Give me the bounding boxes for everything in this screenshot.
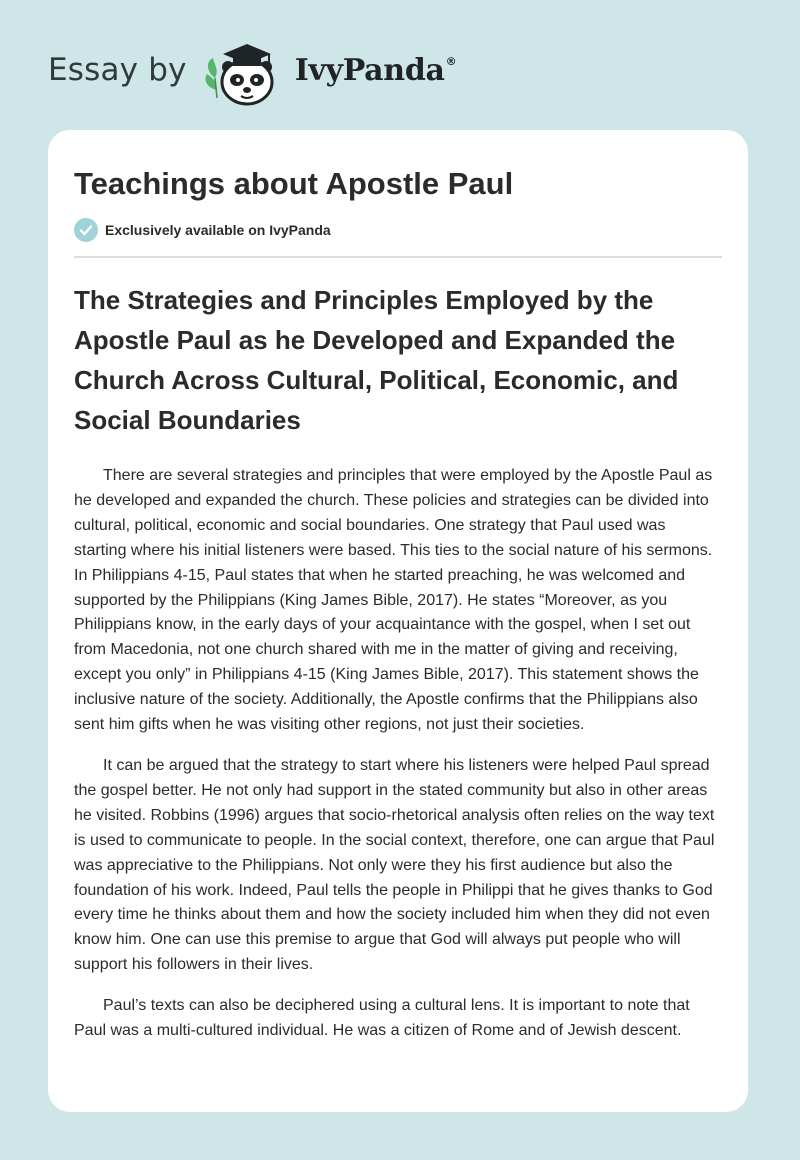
exclusive-badge bbox=[74, 216, 722, 244]
brand-name: IvyPanda® bbox=[294, 52, 457, 88]
essay-card bbox=[48, 130, 748, 1112]
registered-mark: ® bbox=[445, 54, 457, 68]
paragraph-1: There are several strategies and principles that were employed by the Apostle Paul as he developed and expanded the church. These policies and strategies can be divided into cultural, political, economic and social boundaries. One strategy that Paul used was starting where his initial listeners were based. This ties to the social nature of his sermons. In Philippians 4-15, Paul states that when he started preaching, he was welcomed and supported by the Philippians (King James Bible, 2017). He states “Moreover, as you Philippians know, in the early days of your acquaintance with the gospel, when I set out from Macedonia, not one church shared with me in the matter of giving and receiving, except you only” in Philippians 4-15 (King James Bible, 2017). This statement shows the inclusive nature of the society. Additionally, the Apostle confirms that the Philippians also sent him gifts when he was visiting other regions, not just their societies. bbox=[74, 467, 713, 734]
panda-logo-icon bbox=[197, 32, 293, 108]
divider bbox=[74, 256, 722, 258]
checkmark-icon bbox=[74, 218, 98, 242]
leaf-icon bbox=[205, 58, 217, 98]
exclusive-badge-label: Exclusively available on IvyPanda bbox=[105, 222, 331, 238]
paragraph-3: Paul’s texts can also be deciphered using a cultural lens. It is important to note that Paul was a multi-cultured individual. He was a citizen of Rome and of Jewish descent. bbox=[74, 997, 690, 1040]
site-header bbox=[48, 30, 456, 110]
page-title: Teachings about Apostle Paul bbox=[74, 166, 514, 201]
essay-by-label: Essay by bbox=[48, 52, 187, 88]
section-heading: The Strategies and Principles Employed by the Apostle Paul as he Developed and Expanded the Church Across Cultural, Political, Economic, and Social Boundaries bbox=[74, 285, 679, 435]
paragraph-2: It can be argued that the strategy to start where his listeners were helped Paul spread the gospel better. He not only had support in the stated community but also in other areas he visited. Robbins (1996) argues that socio-rhetorical analysis often relies on the way text is used to communicate to people. In the social context, therefore, one can argue that Paul was appreciative to the Philippians. Not only were they his first audience but also the foundation of his work. Indeed, Paul tells the people in Philippi that he gives thanks to God every time he thinks about them and how the society included him when they did not even know him. One can use this premise to argue that God will always put people who will support his followers in their lives. bbox=[74, 756, 715, 974]
